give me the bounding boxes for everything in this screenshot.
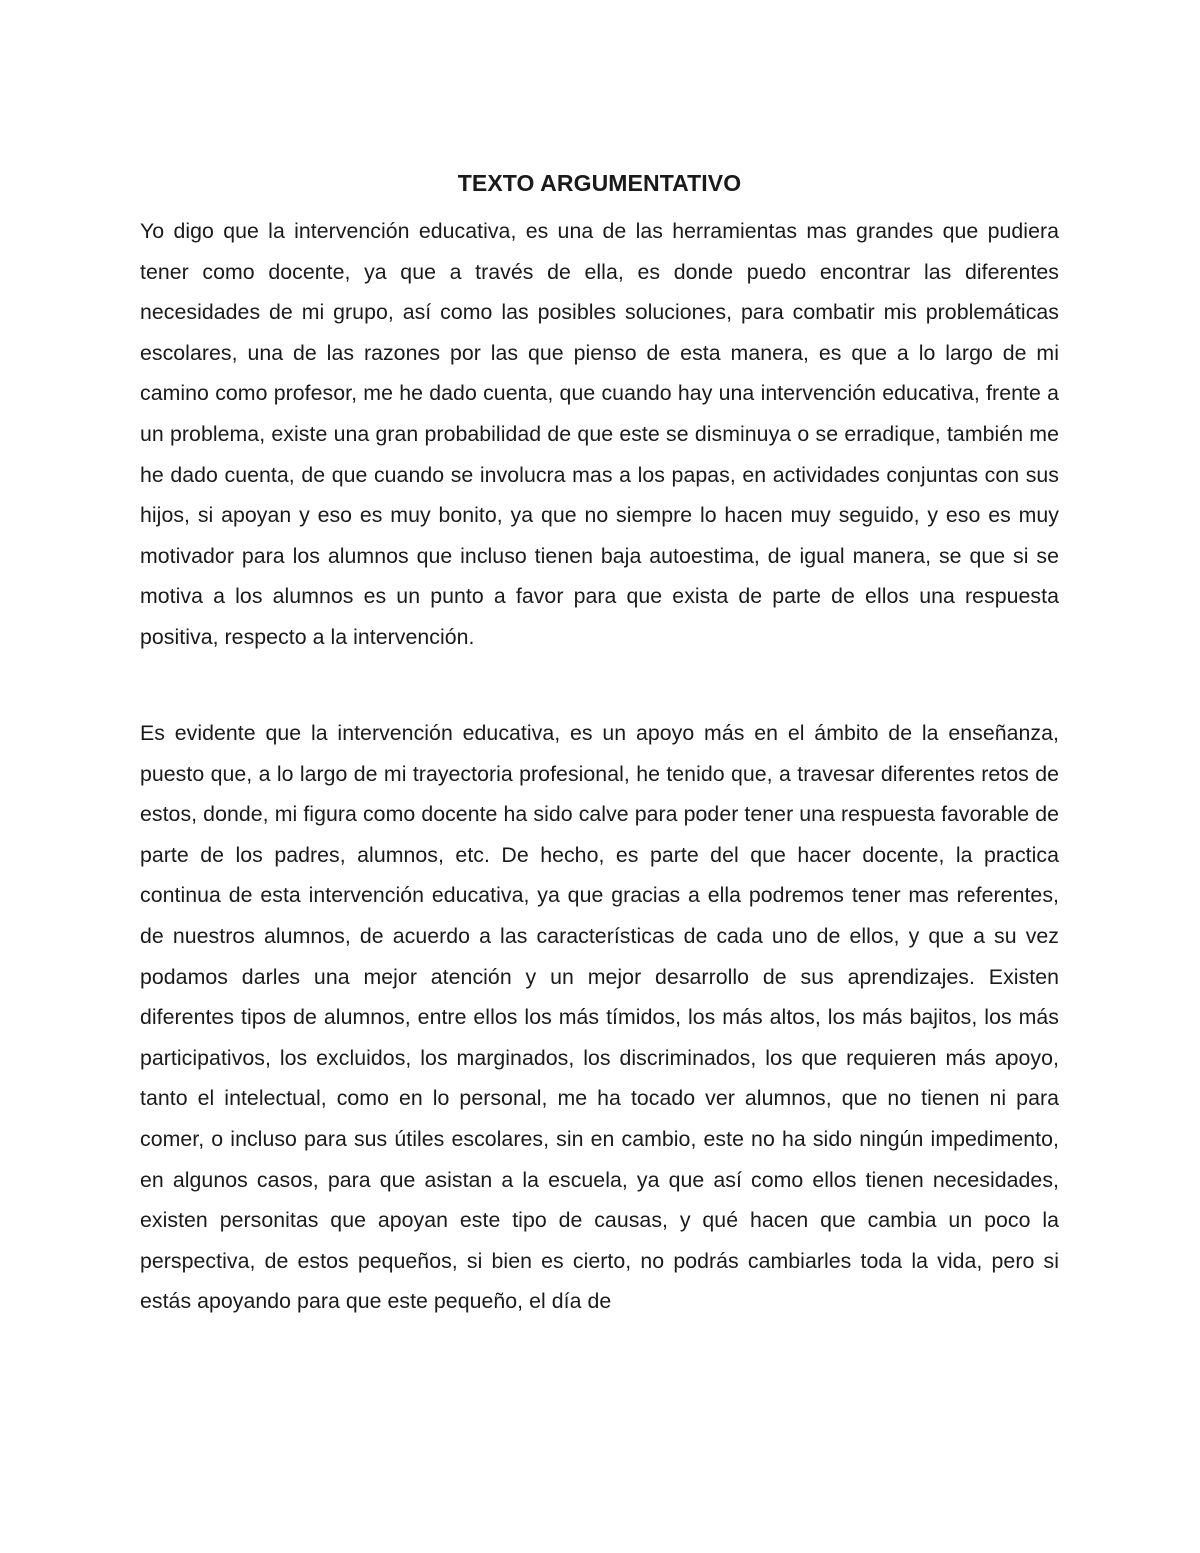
paragraph-1: Yo digo que la intervención educativa, es una de las herramientas mas grandes que pudiera tener como docente, ya que a través de ella, es donde puedo encontrar las diferentes necesidades de mi grupo, así como las posibles soluciones, para combatir mis problemáticas escolares, una de las razones por las que pienso de esta manera, es que a lo largo de mi camino como profesor, me he dado cuenta, que cuando hay una intervención educativa, frente a un problema, existe una gran probabilidad de que este se disminuya o se erradique, también me he dado cuenta, de que cuando se involucra mas a los papas, en actividades conjuntas con sus hijos, si apoyan y eso es muy bonito, ya que no siempre lo hacen muy seguido, y eso es muy motivador para los alumnos que incluso tienen baja autoestima, de igual manera, se que si se motiva a los alumnos es un punto a favor para que exista de parte de ellos una respuesta positiva, respecto a la intervención. (140, 219, 1059, 649)
paragraph-2: Es evidente que la intervención educativa, es un apoyo más en el ámbito de la enseñanza, puesto que, a lo largo de mi trayectoria profesional, he tenido que, a travesar diferentes retos de estos, donde, mi figura como docente ha sido calve para poder tener una respuesta favorable de parte de los padres, alumnos, etc. De hecho, es parte del que hacer docente, la practica continua de esta intervención educativa, ya que gracias a ella podremos tener mas referentes, de nuestros alumnos, de acuerdo a las características de cada uno de ellos, y que a su vez podamos darles una mejor atención y un mejor desarrollo de sus aprendizajes. Existen diferentes tipos de alumnos, entre ellos los más tímidos, los más altos, los más bajitos, los más participativos, los excluidos, los marginados, los discriminados, los que requieren más apoyo, tanto el intelectual, como en lo personal, me ha tocado ver alumnos, que no tienen ni para comer, o incluso para sus útiles escolares, sin en cambio, este no ha sido ningún impedimento, en algunos casos, para que asistan a la escuela, ya que así como ellos tienen necesidades, existen personitas que apoyan este tipo de causas, y qué hacen que cambia un poco la perspectiva, de estos pequeños, si bien es cierto, no podrás cambiarles toda la vida, pero si estás apoyando para que este pequeño, el día de (140, 721, 1059, 1314)
document-title: TEXTO ARGUMENTATIVO (457, 170, 742, 196)
